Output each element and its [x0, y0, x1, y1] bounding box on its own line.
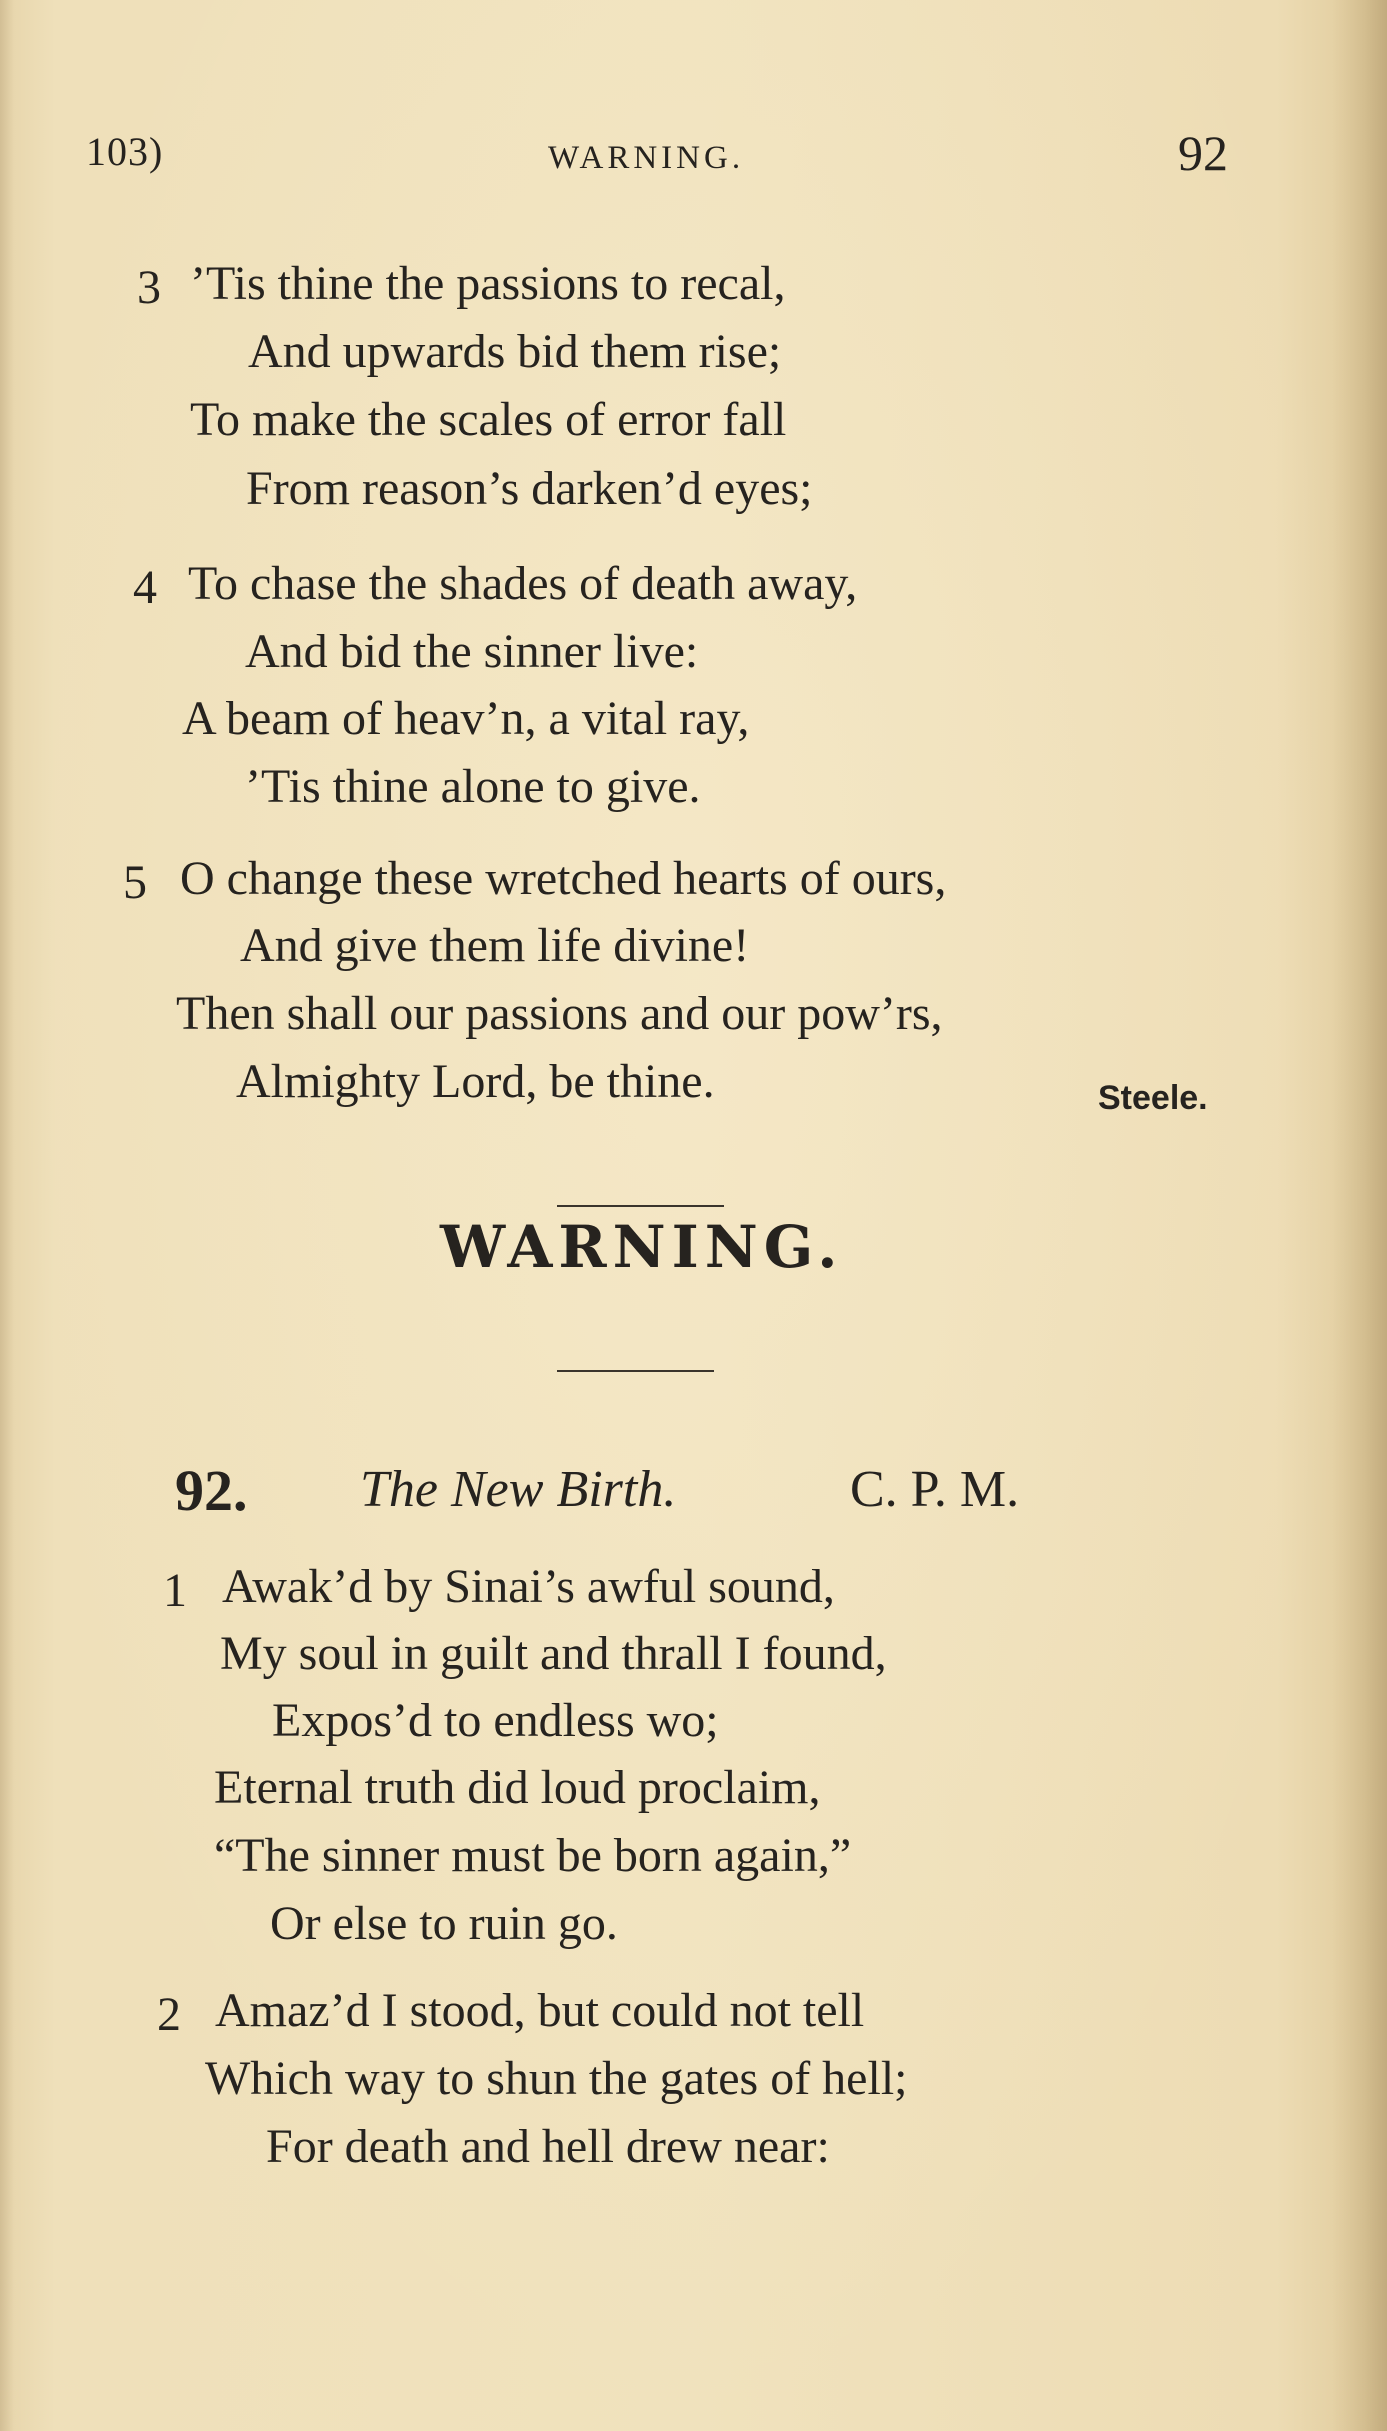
- verse-line: A beam of heav’n, a vital ray,: [182, 692, 750, 745]
- verse-line: Eternal truth did loud proclaim,: [214, 1761, 821, 1814]
- hymn-title: The New Birth.: [360, 1461, 677, 1518]
- hymn-meter: C. P. M.: [850, 1461, 1020, 1518]
- verse-line: ’Tis thine the passions to recal,: [190, 257, 786, 310]
- verse-line: Almighty Lord, be thine.: [236, 1055, 715, 1108]
- verse-line: For death and hell drew near:: [266, 2120, 830, 2173]
- running-head-hymn-range: 103): [86, 129, 164, 174]
- verse-number: 5: [123, 856, 147, 909]
- verse-line: O change these wretched hearts of ours,: [180, 852, 947, 905]
- rule-below-section: [557, 1370, 714, 1372]
- verse-line: Amaz’d I stood, but could not tell: [215, 1984, 865, 2037]
- verse-line: Awak’d by Sinai’s awful sound,: [222, 1560, 835, 1613]
- verse-line: To make the scales of error fall: [190, 393, 787, 446]
- verse-line: Which way to shun the gates of hell;: [205, 2052, 908, 2105]
- page-left-edge-shadow: [0, 0, 14, 2431]
- verse-line: And give them life divine!: [240, 919, 750, 972]
- verse-line: “The sinner must be born again,”: [214, 1829, 852, 1882]
- verse-number: 1: [163, 1564, 187, 1617]
- verse-number: 2: [157, 1988, 181, 2041]
- running-head-title: WARNING.: [548, 140, 745, 176]
- author-attribution: Steele.: [1098, 1079, 1208, 1117]
- verse-line: ’Tis thine alone to give.: [245, 760, 701, 813]
- page-number: 92: [1178, 125, 1228, 181]
- verse-line: Expos’d to endless wo;: [272, 1694, 719, 1747]
- verse-line: And upwards bid them rise;: [248, 325, 782, 378]
- verse-line: From reason’s darken’d eyes;: [246, 462, 813, 515]
- page-right-edge-shadow: [1332, 0, 1387, 2431]
- verse-line: To chase the shades of death away,: [188, 557, 858, 610]
- verse-line: Then shall our passions and our pow’rs,: [176, 987, 943, 1040]
- verse-number: 3: [137, 261, 161, 314]
- verse-line: Or else to ruin go.: [270, 1897, 618, 1950]
- rule-above-section: [557, 1205, 724, 1207]
- section-heading: WARNING.: [440, 1213, 844, 1281]
- verse-line: And bid the sinner live:: [245, 625, 699, 678]
- hymn-number: 92.: [175, 1458, 248, 1523]
- verse-number: 4: [133, 561, 157, 614]
- verse-line: My soul in guilt and thrall I found,: [220, 1627, 887, 1680]
